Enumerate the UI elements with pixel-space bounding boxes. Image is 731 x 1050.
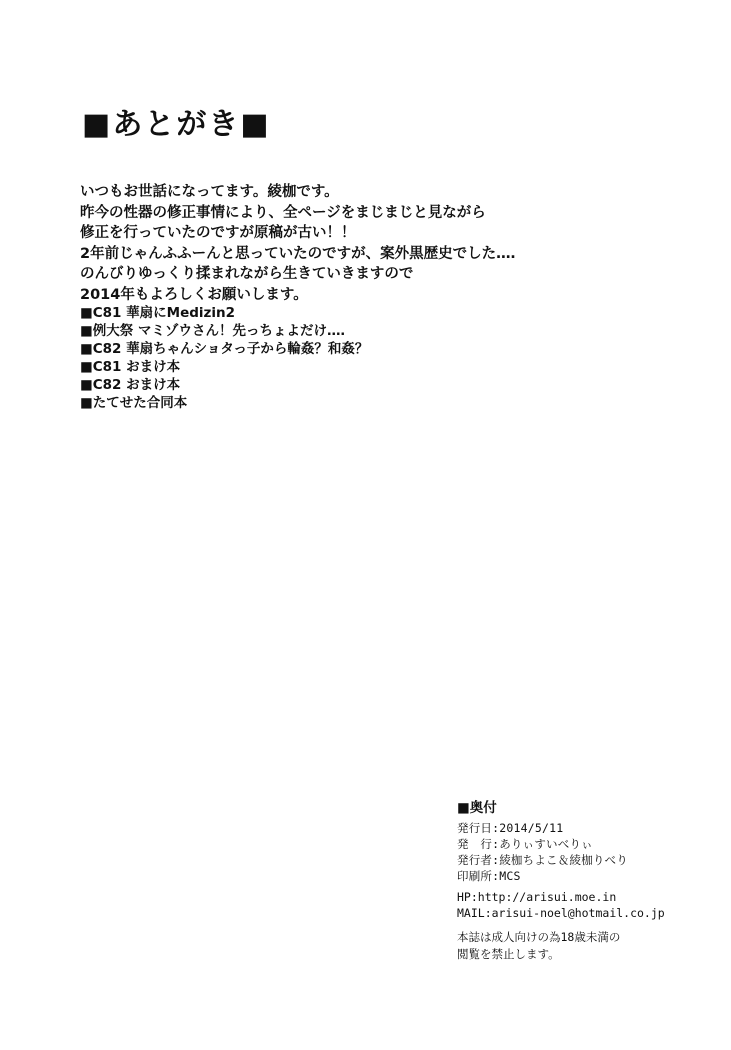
afterword-body — [80, 182, 640, 305]
work-list — [80, 304, 640, 412]
list-item: ■C82 おまけ本 — [80, 377, 181, 393]
afterword-heading: ■あとがき■ — [82, 107, 271, 142]
notice-line: 本誌は成人向けの為18歳未満の — [457, 930, 621, 944]
list-item: ■たてせた合同本 — [80, 395, 188, 411]
colophon-line: 印刷所:MCS — [457, 869, 521, 883]
afterword-line: 2年前じゃんふふーんと思っていたのですが、案外黒歴史でした‥‥ — [80, 245, 516, 262]
list-item: ■C81 おまけ本 — [80, 359, 181, 375]
afterword-line: 昨今の性器の修正事情により、全ページをまじまじと見ながら — [80, 204, 486, 221]
list-item: ■C82 華扇ちゃんショタっ子から輪姦？和姦？ — [80, 341, 369, 357]
list-item: ■C81 華扇にMedizin2 — [80, 305, 236, 321]
website-url[interactable]: HP:http://arisui.moe.in — [457, 890, 617, 904]
colophon-links — [457, 889, 727, 921]
notice-line: 閲覧を禁止します。 — [457, 947, 560, 961]
afterword-line: いつもお世話になってます。綾枷です。 — [80, 184, 339, 200]
age-restriction-notice — [457, 929, 707, 963]
email-address[interactable]: MAIL:arisui-noel@hotmail.co.jp — [457, 906, 665, 920]
afterword-line: 修正を行っていたのですが原稿が古い！！ — [80, 225, 356, 241]
colophon-details — [457, 820, 707, 884]
colophon-line: 発行者:綾枷ちよこ＆綾枷りべり — [457, 853, 628, 867]
colophon-line: 発行日:2014/5/11 — [457, 821, 564, 835]
colophon-heading: ■奥付 — [457, 800, 497, 816]
afterword-line: 2014年もよろしくお願いします。 — [80, 286, 308, 303]
list-item: ■例大祭 マミゾウさん！先っちょよだけ‥‥ — [80, 323, 345, 339]
colophon-line: 発 行:ありぃすいべりぃ — [457, 837, 593, 851]
afterword-line: のんびりゆっくり揉まれながら生きていきますので — [80, 266, 414, 282]
